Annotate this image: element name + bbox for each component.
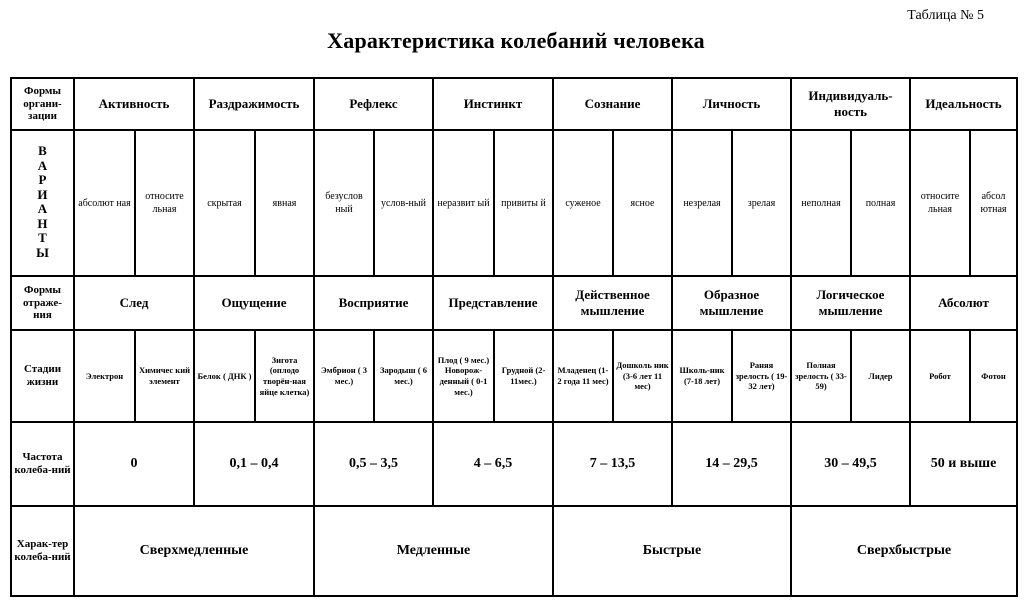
org-cell: Раздражимость: [194, 78, 314, 130]
variant-cell: полная: [851, 130, 910, 276]
frequency-cell: 0,5 – 3,5: [314, 422, 433, 506]
reflection-cell: Образное мышление: [672, 276, 791, 330]
stage-cell: Лидер: [851, 330, 910, 422]
stage-cell: Электрон: [74, 330, 135, 422]
reflection-cell: Восприятие: [314, 276, 433, 330]
stage-cell: Робот: [910, 330, 970, 422]
org-cell: Личность: [672, 78, 791, 130]
variant-cell: скрытая: [194, 130, 255, 276]
stage-cell: Грудной (2-11мес.): [494, 330, 553, 422]
stage-cell: Зародыш ( 6 мес.): [374, 330, 433, 422]
reflection-cell: Абсолют: [910, 276, 1017, 330]
character-cell: Сверхбыстрые: [791, 506, 1017, 596]
frequency-cell: 0,1 – 0,4: [194, 422, 314, 506]
variant-cell: неразвит ый: [433, 130, 494, 276]
page-title: Характеристика колебаний человека: [327, 28, 705, 53]
stage-cell: Химичес кий элемент: [135, 330, 194, 422]
row-character: [11, 506, 1017, 596]
stage-cell: Раняя зрелость ( 19-32 лет): [732, 330, 791, 422]
org-cell: Идеальность: [910, 78, 1017, 130]
stage-cell: Зигота (оплодо творён-ная яйце клетка): [255, 330, 314, 422]
row-variants: [11, 130, 1017, 276]
row-label: Харак-тер колеба-ний: [11, 506, 74, 596]
row-label: Формы органи-зации: [11, 78, 74, 130]
org-cell: Сознание: [553, 78, 672, 130]
reflection-cell: Представление: [433, 276, 553, 330]
variant-cell: абсол ютная: [970, 130, 1017, 276]
character-cell: Сверхмедленные: [74, 506, 314, 596]
org-cell: Инстинкт: [433, 78, 553, 130]
reflection-cell: Логическое мышление: [791, 276, 910, 330]
stage-cell: Эмбрион ( 3 мес.): [314, 330, 374, 422]
row-label: [11, 130, 74, 276]
reflection-cell: Действенное мышление: [553, 276, 672, 330]
row-label: Формы отраже-ния: [11, 276, 74, 330]
row-label: Частота колеба-ний: [11, 422, 74, 506]
row-organization-forms: [11, 78, 1017, 130]
reflection-cell: Ощущение: [194, 276, 314, 330]
stage-cell: Дошколь ник (3-6 лет 11 мес): [613, 330, 672, 422]
variant-cell: суженое: [553, 130, 613, 276]
frequency-cell: 0: [74, 422, 194, 506]
variant-cell: безуслов ный: [314, 130, 374, 276]
variant-cell: привиты й: [494, 130, 553, 276]
variant-cell: услов-ный: [374, 130, 433, 276]
variant-cell: зрелая: [732, 130, 791, 276]
oscillation-table: [10, 77, 1018, 597]
org-cell: Рефлекс: [314, 78, 433, 130]
stage-cell: Школь-ник (7-18 лет): [672, 330, 732, 422]
variant-cell: неполная: [791, 130, 851, 276]
variant-cell: незрелая: [672, 130, 732, 276]
frequency-cell: 14 – 29,5: [672, 422, 791, 506]
stage-cell: Полная зрелость ( 33- 59): [791, 330, 851, 422]
org-cell: Индивидуаль-ность: [791, 78, 910, 130]
variant-cell: относите льная: [135, 130, 194, 276]
row-reflection-forms: [11, 276, 1017, 330]
frequency-cell: 7 – 13,5: [553, 422, 672, 506]
row-life-stages: [11, 330, 1017, 422]
variant-cell: абсолют ная: [74, 130, 135, 276]
variant-cell: относите льная: [910, 130, 970, 276]
variant-cell: ясное: [613, 130, 672, 276]
reflection-cell: След: [74, 276, 194, 330]
row-label: Стадии жизни: [11, 330, 74, 422]
stage-cell: Плод ( 9 мес.) Новорож-денный ( 0-1 мес.): [433, 330, 494, 422]
frequency-cell: 30 – 49,5: [791, 422, 910, 506]
org-cell: Активность: [74, 78, 194, 130]
stage-cell: Белок ( ДНК ): [194, 330, 255, 422]
stage-cell: Фотон: [970, 330, 1017, 422]
character-cell: Медленные: [314, 506, 553, 596]
table-number: Таблица № 5: [907, 8, 984, 23]
frequency-cell: 4 – 6,5: [433, 422, 553, 506]
character-cell: Быстрые: [553, 506, 791, 596]
variant-cell: явная: [255, 130, 314, 276]
frequency-cell: 50 и выше: [910, 422, 1017, 506]
row-frequency: [11, 422, 1017, 506]
variants-vertical-label: В А Р И А Н Т Ы: [36, 142, 49, 260]
stage-cell: Младенец (1-2 года 11 мес): [553, 330, 613, 422]
